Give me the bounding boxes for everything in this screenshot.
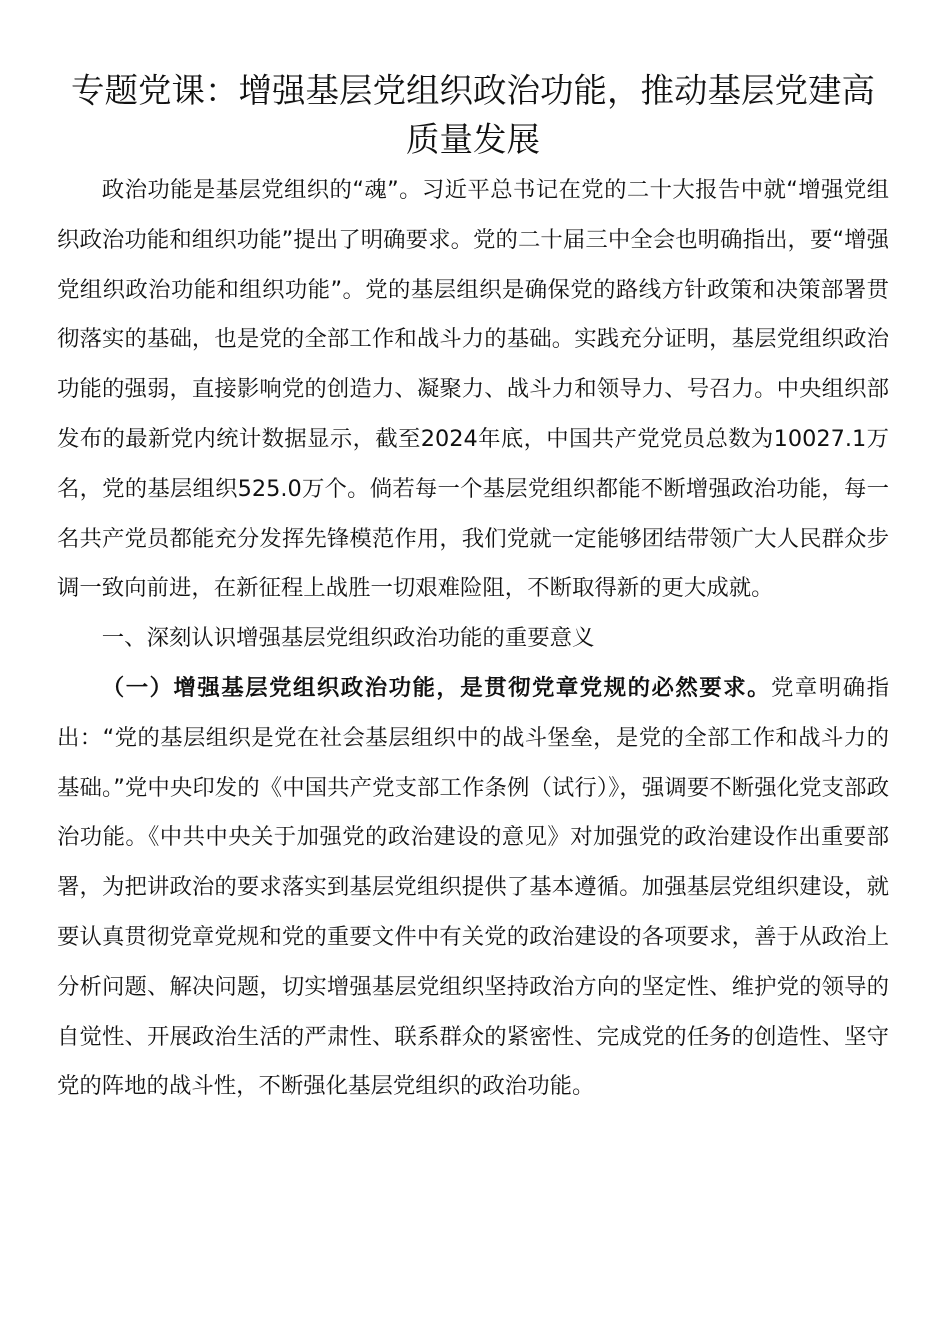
section-heading: 一、深刻认识增强基层党组织政治功能的重要意义 [101,625,595,652]
document-title: 专题党课：增强基层党组织政治功能，推动基层党建高质量发展 [71,71,875,159]
intro-paragraph: 政治功能是基层党组织的“魂”。习近平总书记在党的二十大报告中就“增强党组织政治功能和组织功能”提出了明确要求。党的二十届三中全会也明确指出，要“增强党组织政治功能和组织功能”。党的基层组织是确保党的路线方针政策和决策部署贯彻落实的基础，也是党的全部工作和战斗力的基础。实践充分证明，基层党组织政治功能的强弱，直接影响党的创造力、凝聚力、战斗力和领导力、号召力。中央组织部发布的最新党内统计数据显示，截至2024年底，中国共产党党员总数为10027.1万名，党的基层组织525.0万个。倘若每一个基层党组织都能不断增强政治功能，每一名共产党员都能充分发挥先锋模范作用，我们党就一定能够团结带领广大人民群众步调一致向前进，在新征程上战胜一切艰难险阻，不断取得新的更大成就。 [57,177,889,602]
subsection-body: 党章明确指出：“党的基层组织是党在社会基层组织中的战斗堡垒，是党的全部工作和战斗力的基础。”党中央印发的《中国共产党支部工作条例（试行）》，强调要不断强化党支部政治功能。《中共中央关于加强党的政治建设的意见》对加强党的政治建设作出重要部署，为把讲政治的要求落实到基层党组织提供了基本遵循。加强基层党组织建设，就要认真贯彻党章党规和党的重要文件中有关党的政治建设的各项要求，善于从政治上分析问题、解决问题，切实增强基层党组织坚持政治方向的坚定性、维护党的领导的自觉性、开展政治生活的严肃性、联系群众的紧密性、完成党的任务的创造性、坚守党的阵地的战斗性，不断强化基层党组织的政治功能。 [57,674,890,1100]
subsection-lead: （一）增强基层党组织政治功能，是贯彻党章党规的必然要求。 [101,674,772,701]
subsection-paragraph [57,664,889,1112]
document-page [57,66,889,1112]
